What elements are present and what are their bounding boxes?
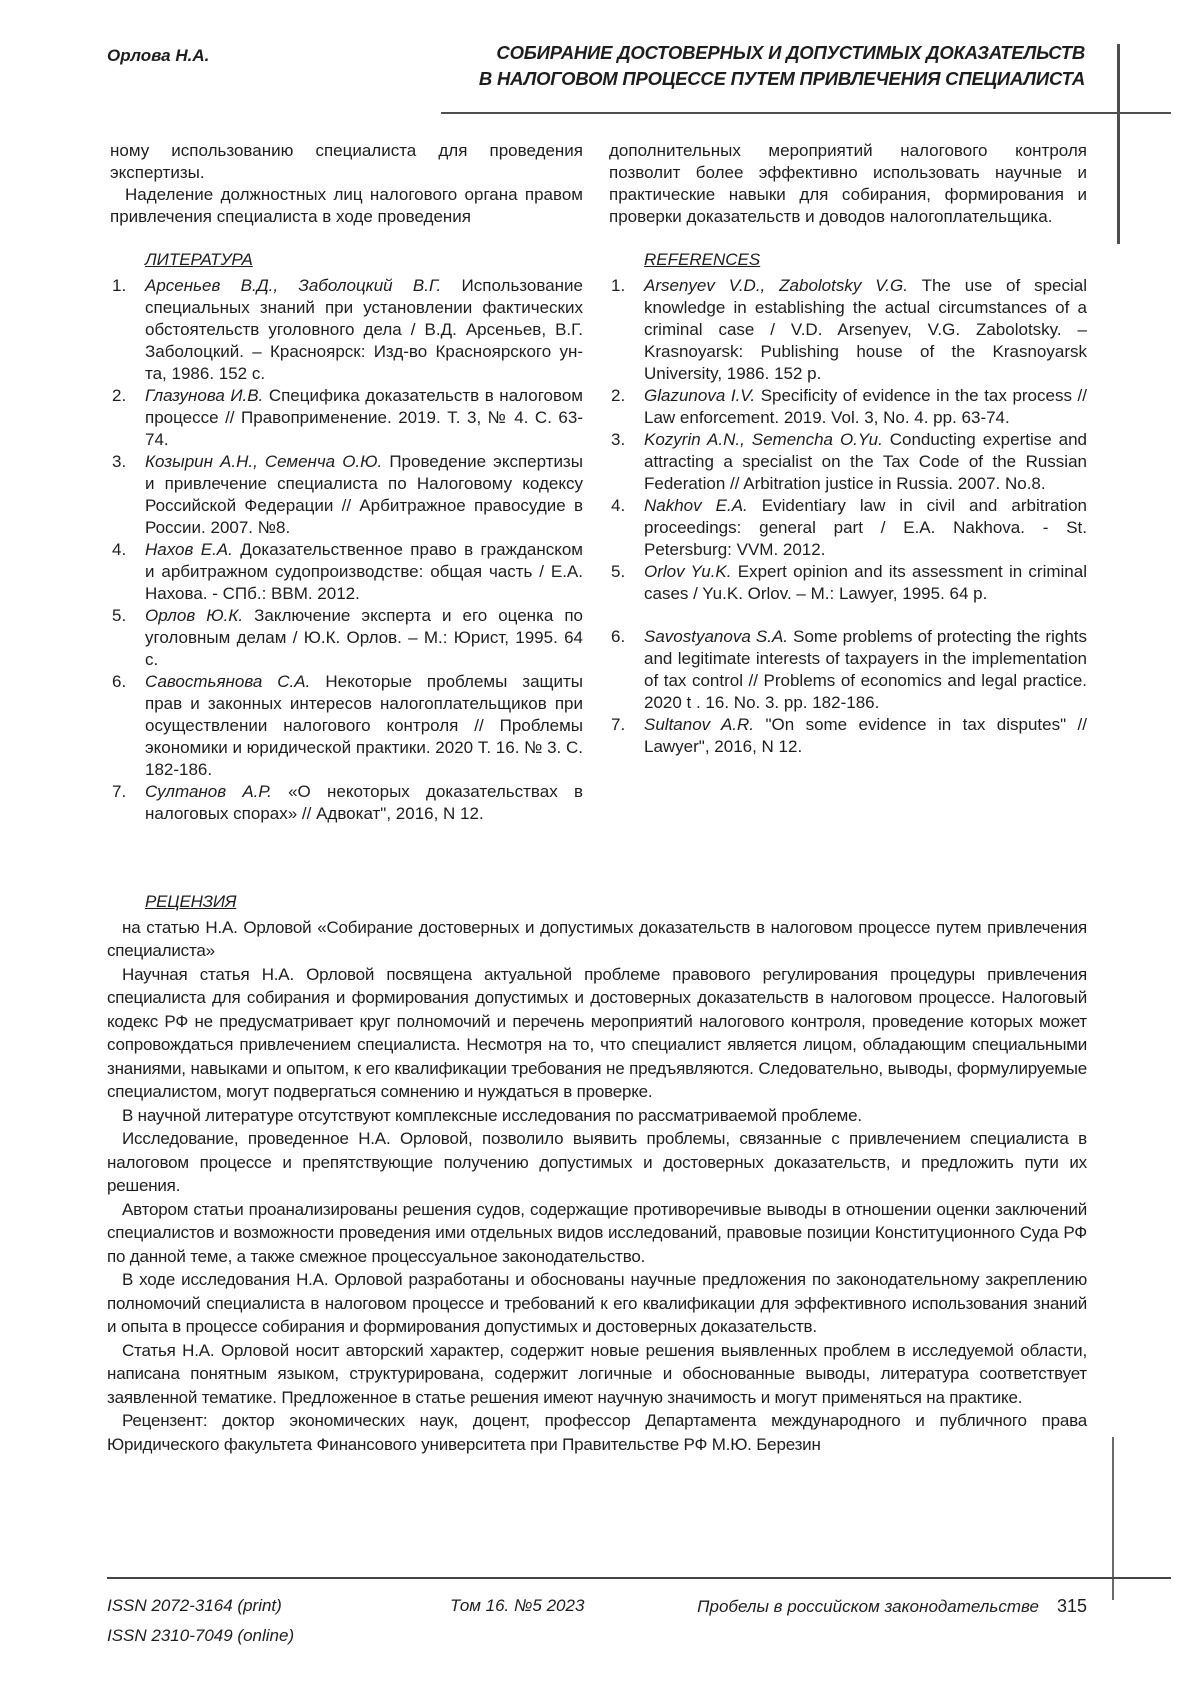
right-column [609, 140, 1087, 758]
references-heading: REFERENCES [644, 250, 761, 269]
item-authors: Орлов Ю.К. [145, 606, 244, 625]
item-authors: Султанов А.Р. [145, 782, 272, 801]
header-rule [441, 112, 1171, 114]
vertical-rule-top [1117, 44, 1120, 244]
literature-item [110, 385, 583, 451]
review-heading: РЕЦЕНЗИЯ [145, 892, 237, 911]
literature-item [110, 275, 583, 385]
intro-paragraph: Наделение должностных лиц налогового органа правом привлечения специалиста в ходе проведения [110, 185, 583, 226]
literature-item [110, 539, 583, 605]
item-text: "On some evidence in tax disputes" // Lawyer", 2016, N 12. [644, 715, 1087, 756]
item-text: Specificity of evidence in the tax process // Law enforcement. 2019. Vol. 3, No. 4. pp. 63-74. [644, 386, 1087, 427]
literature-heading: ЛИТЕРАТУРА [145, 250, 253, 269]
review-paragraph: Рецензент: доктор экономических наук, доцент, профессор Департамента международного и публичного права Юридического факультета Финансового университета при Правительстве РФ М.Ю. Березин [107, 1411, 1087, 1454]
journal-name: Пробелы в российском законодательстве [697, 1597, 1039, 1616]
review-body [107, 916, 1087, 1457]
item-authors: Glazunova I.V. [644, 386, 756, 405]
reference-item [609, 495, 1087, 561]
footer-right-group [697, 1596, 1087, 1617]
item-authors: Orlov Yu.K. [644, 562, 732, 581]
volume-info: Том 16. №5 2023 [450, 1596, 585, 1615]
item-text: Some problems of protecting the rights and legitimate interests of taxpayers in the implementation of tax control // Problems of economics and legal practice. 2020 t . 16. No. 3. pp. 182-186. [644, 627, 1087, 712]
item-text: Evidentiary law in civil and arbitration proceedings: general part / E.A. Nakhova. - St. Petersburg: VVM. 2012. [644, 496, 1087, 559]
left-column [110, 140, 583, 825]
item-text: Conducting expertise and attracting a specialist on the Tax Code of the Russian Federation // Arbitration justice in Russia. 2007. No.8. [644, 430, 1087, 493]
item-text: Использование специальных знаний при установлении фактических обстоятельств уголовного дела / В.Д. Арсеньев, В.Г. Заболоцкий. – Красноярск: Изд-во Красноярского ун-та, 1986. 152 с. [145, 276, 583, 383]
review-paragraph: В научной литературе отсутствуют комплексные исследования по рассматриваемой проблеме. [122, 1105, 862, 1125]
item-authors: Arsenyev V.D., Zabolotsky V.G. [644, 276, 908, 295]
item-authors: Савостьянова С.А. [145, 672, 311, 691]
literature-list [110, 275, 583, 825]
item-authors: Savostyanova S.A. [644, 627, 789, 646]
review-paragraph: В ходе исследования Н.А. Орловой разработаны и обоснованы научные предложения по законодательному закреплению полномочий специалиста в налоговом процессе и требований к его квалификации для эффективного использования знаний и опыта в процессе собирания и формирования допустимых и достоверных доказательств. [107, 1270, 1087, 1336]
review-paragraph: Исследование, проведенное Н.А. Орловой, позволило выявить проблемы, связанные с привлечением специалиста в налоговом процессе и препятствующие получению допустимых и достоверных доказательств, и предложить пути их решения. [107, 1129, 1087, 1195]
issn-online: ISSN 2310-7049 (online) [107, 1626, 295, 1645]
item-authors: Глазунова И.В. [145, 386, 264, 405]
issn-print: ISSN 2072-3164 (print) [107, 1596, 282, 1615]
item-authors: Нахов Е.А. [145, 540, 233, 559]
reference-item [609, 561, 1087, 605]
literature-item [110, 605, 583, 671]
item-text: Доказательственное право в гражданском и арбитражном судопроизводстве: общая часть / Е.А. Нахова. - СПб.: ВВМ. 2012. [145, 540, 583, 603]
reference-item [609, 429, 1087, 495]
literature-item [110, 451, 583, 539]
reference-item [609, 275, 1087, 385]
item-text: The use of special knowledge in establishing the actual circumstances of a criminal case / V.D. Arsenyev, V.G. Zabolotsky. – Krasnoyarsk: Publishing house of the Krasnoyarsk University, 1986. 152 p. [644, 276, 1087, 383]
review-paragraph: Статья Н.А. Орловой носит авторский характер, содержит новые решения выявленных проблем в исследуемой области, написана понятным языком, структурирована, содержит логичные и обоснованные выводы, литература соответствует заявленной тематике. Предложенное в статье решения имеют научную значимость и могут применяться на практике. [107, 1340, 1087, 1407]
item-authors: Арсеньев В.Д., Заболоцкий В.Г. [145, 276, 442, 295]
item-authors: Козырин А.Н., Семенча О.Ю. [145, 452, 383, 471]
item-text: Некоторые проблемы защиты прав и законных интересов налогоплательщиков при осуществлении налогового контроля // Проблемы экономики и юридической практики. 2020 Т. 16. № 3. С. 182-186. [145, 672, 584, 779]
intro-paragraph: дополнительных мероприятий налогового контроля позволит более эффективно использовать научные и практические навыки для собирания, формирования и проверки доказательств и доводов налогоплательщика. [609, 141, 1087, 226]
vertical-rule-bottom [1112, 1437, 1114, 1600]
references-list [609, 275, 1087, 758]
article-title [325, 40, 1085, 92]
review-section [107, 890, 1087, 1456]
page-number: 315 [1056, 1596, 1087, 1616]
review-paragraph: Научная статья Н.А. Орловой посвящена актуальной проблеме правового регулирования процедуры привлечения специалиста для собирания и формирования допустимых и достоверных доказательств в налоговом процессе. Налоговый кодекс РФ не предусматривает круг полномочий и перечень мероприятий налогового контроля, проведение которых может сопровождаться привлечением специалиста. Несмотря на то, что специалист является лицом, обладающим специальными знаниями, навыками и опытом, к его квалификации требования не предъявляются. Следовательно, выводы, формулируемые специалистом, могут подвергаться сомнению и нуждаться в проверке. [107, 964, 1087, 1101]
item-authors: Nakhov E.A. [644, 496, 748, 515]
item-text: Специфика доказательств в налоговом процессе // Правоприменение. 2019. Т. 3, № 4. С. 63-74. [145, 386, 583, 449]
item-authors: Sultanov A.R. [644, 715, 755, 734]
item-text: Проведение экспертизы и привлечение специалиста по Налоговому кодексу Российской Федерации // Арбитражное правосудие в России. 2007. №8. [145, 452, 583, 537]
review-paragraph: Автором статьи проанализированы решения судов, содержащие противоречивые выводы в отношении оценки заключений специалистов и возможности проведения ими отдельных видов исследований, правовые позиции Конституционного Суда РФ по данной теме, а также смежное процессуальное законодательство. [107, 1199, 1087, 1266]
intro-paragraph: ному использованию специалиста для проведения экспертизы. [110, 141, 583, 182]
literature-item [110, 671, 583, 781]
item-text: Заключение эксперта и его оценка по уголовным делам / Ю.К. Орлов. – М.: Юрист, 1995. 64 с. [145, 606, 583, 669]
reference-item [609, 714, 1087, 758]
article-title-line1: СОБИРАНИЕ ДОСТОВЕРНЫХ И ДОПУСТИМЫХ ДОКАЗАТЕЛЬСТВ [496, 42, 1085, 63]
item-text: Expert opinion and its assessment in criminal cases / Yu.K. Orlov. – M.: Lawyer, 1995. 64 p. [644, 562, 1087, 603]
reference-item [609, 385, 1087, 429]
item-authors: Kozyrin A.N., Semencha O.Yu. [644, 430, 883, 449]
reference-item [609, 626, 1087, 714]
page-header-author: Орлова Н.А. [107, 46, 210, 65]
article-title-line2: В НАЛОГОВОМ ПРОЦЕССЕ ПУТЕМ ПРИВЛЕЧЕНИЯ СПЕЦИАЛИСТА [478, 68, 1085, 89]
footer-rule [107, 1577, 1171, 1579]
literature-item [110, 781, 583, 825]
item-text: «О некоторых доказательствах в налоговых спорах» // Адвокат", 2016, N 12. [145, 782, 583, 823]
review-paragraph: на статью Н.А. Орловой «Собирание достоверных и допустимых доказательств в налоговом процессе путем привлечения специалиста» [107, 917, 1087, 960]
